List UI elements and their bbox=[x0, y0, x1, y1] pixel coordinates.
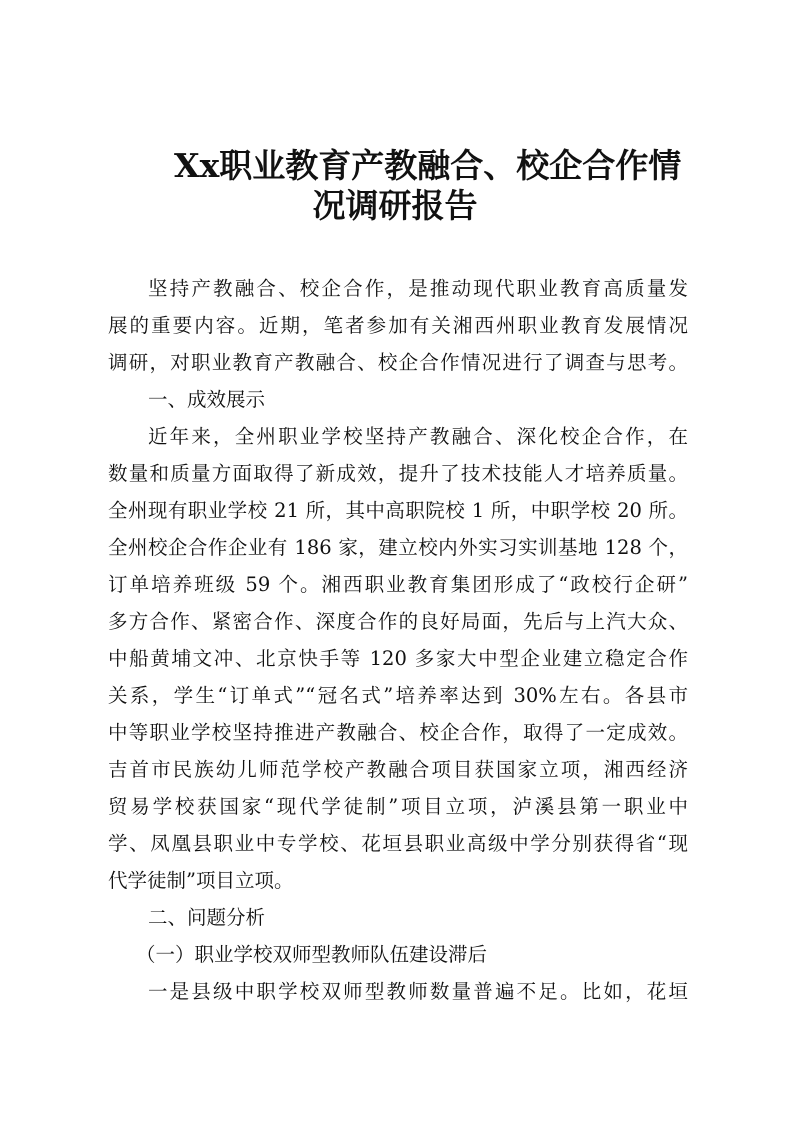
text-line: 吉首市民族幼儿师范学校产教融合项目获国家立项，湘西经济 bbox=[108, 758, 688, 781]
section-heading-1: 一、成效展示 bbox=[148, 388, 266, 411]
text-line: 多方合作、紧密合作、深度合作的良好局面，先后与上汽大众、 bbox=[108, 610, 688, 633]
text-line: 全州校企合作企业有 186 家，建立校内外实习实训基地 128 个， bbox=[108, 536, 688, 559]
text-line: 订单培养班级 59 个。湘西职业教育集团形成了“政校行企研” bbox=[108, 573, 688, 596]
text-line: 贸易学校获国家“现代学徒制”项目立项，泸溪县第一职业中 bbox=[108, 795, 688, 818]
text-line: 数量和质量方面取得了新成效，提升了技术技能人才培养质量。 bbox=[108, 462, 688, 485]
section-heading-2: 二、问题分析 bbox=[148, 906, 266, 929]
title-line-2: 况调研报告 bbox=[312, 186, 478, 225]
text-line: 调研，对职业教育产教融合、校企合作情况进行了调查与思考。 bbox=[108, 351, 688, 374]
title-line-1: Xx职业教育产教融合、校企合作情 bbox=[174, 146, 682, 185]
document-title bbox=[100, 146, 740, 226]
text-line: 关系，学生“订单式”“冠名式”培养率达到 30%左右。各县市 bbox=[108, 684, 688, 707]
text-line: 全州现有职业学校 21 所，其中高职院校 1 所，中职学校 20 所。 bbox=[108, 499, 688, 522]
text-line: 坚持产教融合、校企合作，是推动现代职业教育高质量发 bbox=[148, 277, 688, 300]
document-body bbox=[108, 270, 688, 1010]
text-line: 中船黄埔文冲、北京快手等 120 多家大中型企业建立稳定合作 bbox=[108, 647, 688, 670]
text-line: 代学徒制”项目立项。 bbox=[108, 869, 294, 892]
text-line: 学、凤凰县职业中专学校、花垣县职业高级中学分别获得省“现 bbox=[108, 832, 688, 855]
text-line: 中等职业学校坚持推进产教融合、校企合作，取得了一定成效。 bbox=[108, 721, 688, 744]
subsection-heading-1: （一）职业学校双师型教师队伍建设滞后 bbox=[136, 943, 488, 966]
text-line: 展的重要内容。近期，笔者参加有关湘西州职业教育发展情况 bbox=[108, 314, 688, 337]
text-line: 一是县级中职学校双师型教师数量普遍不足。比如，花垣 bbox=[148, 980, 688, 1003]
text-line: 近年来，全州职业学校坚持产教融合、深化校企合作，在 bbox=[148, 425, 688, 448]
